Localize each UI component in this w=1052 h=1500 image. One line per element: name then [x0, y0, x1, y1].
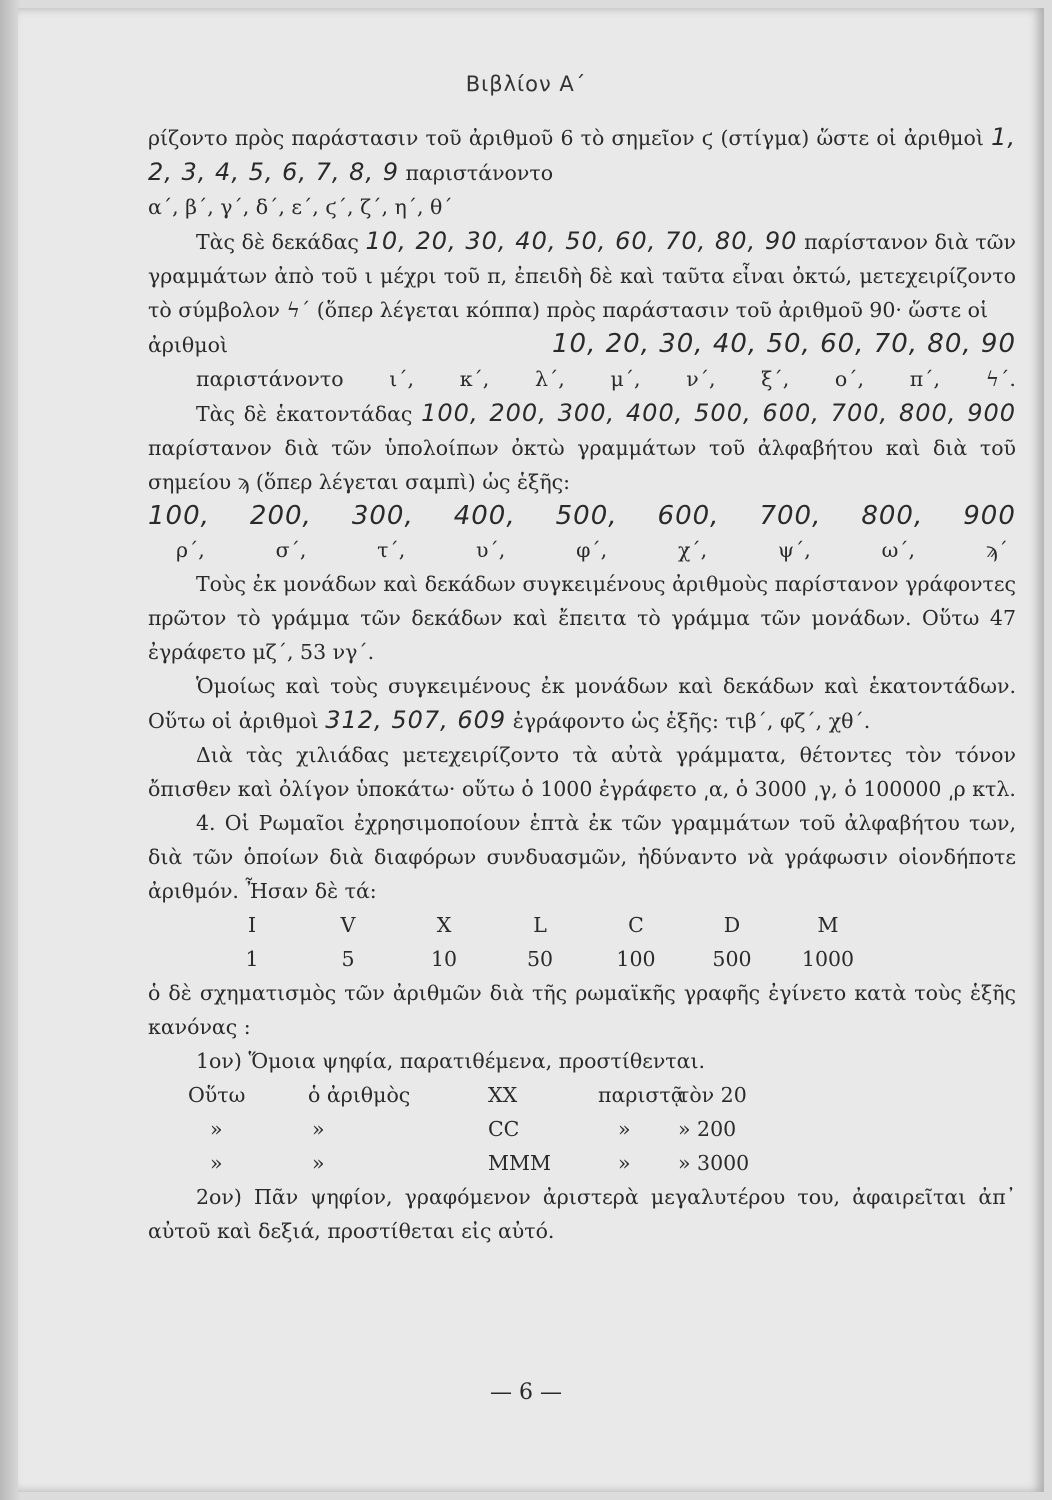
tens-greek-letter: ι΄,: [389, 367, 415, 391]
hundreds-greek-letter: ϡ΄: [985, 538, 1008, 562]
roman-value: 100: [616, 947, 656, 971]
hundreds-number: 500,: [555, 501, 618, 531]
paragraph-units: [148, 120, 1016, 190]
tens-greek-row: [148, 362, 1016, 396]
hundreds-greek-letter: τ΄,: [377, 538, 406, 562]
example-cell: »: [210, 1151, 223, 1175]
tens-greek-label: παριστάνοντο: [196, 367, 344, 391]
roman-letter: I: [247, 913, 257, 937]
roman-letter: C: [628, 913, 644, 937]
tens-greek-letter: π΄,: [909, 367, 940, 391]
tens-greek-letter: ν΄,: [686, 367, 716, 391]
tens-intro: Τὰς δὲ δεκάδας: [196, 230, 359, 254]
roman-value: 1: [245, 947, 259, 971]
example-cell: »: [618, 1151, 631, 1175]
hundreds-number: 800,: [861, 501, 924, 531]
hundreds-greek-letter: χ΄,: [677, 538, 708, 562]
rule-1-examples: [188, 1078, 1016, 1180]
roman-letter: D: [723, 913, 741, 937]
hundreds-greek-letter: υ΄,: [476, 538, 506, 562]
hundreds-number: 400,: [453, 501, 516, 531]
example-cell: ὁ ἀριθμὸς: [308, 1083, 411, 1107]
roman-letter: X: [436, 913, 452, 937]
paragraph-formation: ὁ δὲ σχηματισμὸς τῶν ἀριθμῶν διὰ τῆς ρωμαϊκῆς γραφῆς ἐγίνετο κατὰ τοὺς ἑξῆς κανόνας :: [148, 981, 1016, 1039]
hundreds-greek-letter: σ΄,: [275, 538, 307, 562]
roman-letter: M: [817, 913, 839, 937]
hundreds-text: παρίστανον διὰ τῶν ὑπολοίπων ὀκτὼ γραμμάτων τοῦ ἀλφαβήτου καὶ διὰ τοῦ σημείου ϡ (ὅπερ λέγεται σαμπὶ) ὡς ἑξῆς:: [148, 436, 1016, 494]
roman-letter: V: [340, 913, 356, 937]
hundreds-number: 600,: [657, 501, 720, 531]
tens-greek-letter: λ΄,: [535, 367, 565, 391]
hundreds-greek-row: [148, 533, 1016, 567]
units-numbers: 1, 2, 3, 4, 5, 6, 7, 8, 9: [148, 123, 1016, 186]
greek-units-line: α΄, β΄, γ΄, δ΄, ε΄, ϛ΄, ζ΄, η΄, θ΄: [148, 195, 453, 219]
example-cell: »: [312, 1151, 325, 1175]
tens-greek-letter: ϟ΄.: [985, 367, 1016, 391]
running-header: Βιβλίον Α΄: [465, 72, 587, 96]
tens-text: παρίστανον διὰ τῶν γραμμάτων ἀπὸ τοῦ ι μέχρι τοῦ π, ἐπειδὴ δὲ καὶ ταῦτα εἶναι ὀκτώ, μετεχειρίζοντο τὸ σύμβολον ϟ΄ (ὅπερ λέγεται κόππα) πρὸς παράστασιν τοῦ ἀριθμοῦ 90· ὥστε οἱ: [148, 230, 1016, 322]
paragraph-hundreds: [148, 396, 1016, 499]
example-cell: CC: [488, 1117, 520, 1141]
rule-2: 2ον) Πᾶν ψηφίον, γραφόμενον ἀριστερὰ μεγαλυτέρου του, ἀφαιρεῖται ἀπ᾽ αὐτοῦ καὶ δεξιά, προστίθεται εἰς αὐτό.: [148, 1185, 1016, 1243]
example-cell: »: [312, 1117, 325, 1141]
hundreds-greek-letter: φ΄,: [576, 538, 608, 562]
page-body: [148, 120, 1016, 1248]
similar-numbers: 312, 507, 609: [325, 706, 507, 734]
roman-letter: L: [533, 913, 547, 937]
roman-value: 500: [712, 947, 752, 971]
tens-number-row: [148, 327, 1016, 362]
hundreds-number: 100,: [148, 501, 210, 531]
example-cell: τὸν 20: [678, 1083, 747, 1107]
roman-letters-row: [204, 908, 1016, 942]
page-number: — 6 —: [490, 1380, 562, 1405]
example-cell: MMM: [488, 1151, 551, 1175]
example-cell: »: [210, 1117, 223, 1141]
similar-text: Ὁμοίως καὶ τοὺς συγκειμένους ἐκ μονάδων καὶ δεκάδων καὶ ἑκατοντάδων. Οὕτω οἱ ἀριθμοὶ: [148, 674, 1016, 733]
roman-value: 5: [341, 947, 355, 971]
roman-value: 1000: [801, 947, 855, 971]
hundreds-number: 700,: [759, 501, 822, 531]
hundreds-number-row: [148, 499, 1016, 533]
paragraph-tens: [148, 224, 1016, 327]
units-end: παριστάνοντο: [405, 161, 554, 185]
tens-greek-letter: κ΄,: [459, 367, 490, 391]
hundreds-greek-letter: ρ΄,: [176, 538, 205, 562]
roman-values-row: [204, 942, 1016, 976]
paragraph-romans: 4. Οἱ Ρωμαῖοι ἐχρησιμοποίουν ἑπτὰ ἐκ τῶν γραμμάτων τοῦ ἀλφαβήτου των, διὰ τῶν ὁποίων διὰ διαφόρων συνδυασμῶν, ἠδύναντο νὰ γράφωσιν οἱονδήποτε ἀριθμόν. Ἦσαν δὲ τά:: [148, 811, 1016, 903]
example-cell: »: [618, 1117, 631, 1141]
tens-greek-letter: ο΄,: [834, 367, 865, 391]
example-cell: » 200: [678, 1117, 737, 1141]
tens-row-numbers: 10, 20, 30, 40, 50, 60, 70, 80, 90: [552, 329, 1016, 359]
roman-value: 50: [526, 947, 554, 971]
tens-row-label: ἀριθμοὶ: [148, 333, 228, 357]
tens-numbers: 10, 20, 30, 40, 50, 60, 70, 80, 90: [365, 227, 798, 255]
tens-greek-letter: μ΄,: [610, 367, 641, 391]
example-cell: παριστᾷ: [598, 1083, 685, 1107]
hundreds-greek-letter: ψ΄,: [777, 538, 811, 562]
paragraph-compound: Τοὺς ἐκ μονάδων καὶ δεκάδων συγκειμένους ἀριθμοὺς παρίστανον γράφοντες πρῶτον τὸ γράμμα τῶν δεκάδων καὶ ἔπειτα τὸ γράμμα τῶν μονάδων. Οὕτω 47 ἐγράφετο μζ΄, 53 νγ΄.: [148, 572, 1016, 664]
paragraph-thousands: Διὰ τὰς χιλιάδας μετεχειρίζοντο τὰ αὐτὰ γράμματα, θέτοντες τὸν τόνον ὄπισθεν καὶ ὀλίγον ὑποκάτω· οὕτω ὁ 1000 ἐγράφετο ͵α, ὁ 3000 ͵γ, ὁ 100000 ͵ρ κτλ.: [148, 743, 1016, 801]
hundreds-greek-letter: ω΄,: [881, 538, 916, 562]
example-cell: XX: [488, 1083, 518, 1107]
hundreds-intro: Τὰς δὲ ἑκατοντάδας: [196, 402, 413, 426]
example-cell: Οὕτω: [188, 1083, 246, 1107]
units-text: ρίζοντο πρὸς παράστασιν τοῦ ἀριθμοῦ 6 τὸ σημεῖον ϛ (στίγμα) ὥστε οἱ ἀριθμοὶ: [148, 126, 984, 150]
similar-end: ἐγράφοντο ὡς ἑξῆς: τιβ΄, φζ΄, χθ΄.: [512, 709, 871, 733]
hundreds-number: 900: [963, 501, 1016, 531]
hundreds-number: 300,: [351, 501, 414, 531]
roman-value: 10: [430, 947, 458, 971]
tens-greek-letter: ξ΄,: [761, 367, 790, 391]
hundreds-numbers: 100, 200, 300, 400, 500, 600, 700, 800, 900: [421, 399, 1017, 427]
example-cell: » 3000: [678, 1151, 750, 1175]
rule-1: 1ον) Ὅμοια ψηφία, παρατιθέμενα, προστίθενται.: [196, 1049, 706, 1073]
hundreds-number: 200,: [249, 501, 312, 531]
paragraph-similar: [148, 669, 1016, 738]
